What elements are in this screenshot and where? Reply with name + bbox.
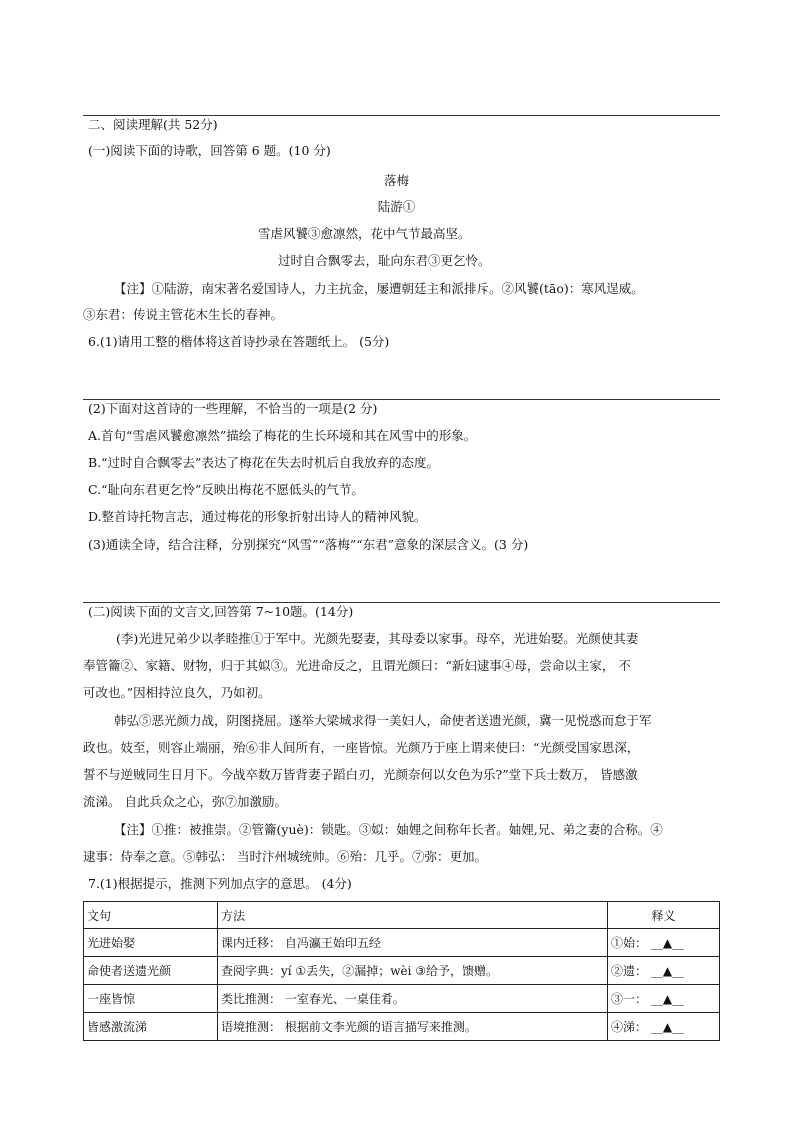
question-6-1: 6.(1)请用工整的楷体将这首诗抄录在答题纸上。 (5分) (88, 334, 390, 349)
option-b: B.“过时自合飘零去”表达了梅花在失去时机后自我放弃的态度。 (88, 455, 439, 470)
answer-cell[interactable]: ③一： __▲__ (608, 985, 720, 1013)
poem-author: 陆游① (377, 199, 416, 214)
part2-intro: (二)阅读下面的文言文,回答第 7~10题。(14分) (88, 604, 354, 619)
passage-line: 流涕。 自此兵众之心，弥⑦加激励。 (83, 794, 287, 809)
option-d: D.整首诗托物言志，通过梅花的形象折射出诗人的精神风貌。 (88, 509, 427, 524)
table-cell: 语境推测： 根据前文李光颜的语言描写来推测。 (218, 1013, 608, 1041)
rule-q6-2 (83, 399, 720, 400)
vocab-table (83, 901, 720, 1041)
passage-line: 韩弘⑤恶光颜力战，阴图挠屈。遂举大梁城求得一美妇人，命使者送遗光颜，冀一见悦惑而怠于军 (114, 713, 652, 728)
table-cell: 皆感激流涕 (84, 1013, 218, 1041)
table-header: 文句 (84, 902, 218, 929)
table-header-row (84, 902, 720, 929)
option-c: C.“耻向东君更乞怜”反映出梅花不愿低头的气节。 (88, 482, 364, 497)
table-header: 释义 (608, 902, 720, 929)
table-cell: 一座皆惊 (84, 985, 218, 1013)
table-header: 方法 (218, 902, 608, 929)
question-7-1: 7.(1)根据提示，推测下列加点字的意思。 (4分) (88, 876, 352, 891)
poem-line-2: 过时自合飘零去，耻向东君③更乞怜。 (278, 253, 491, 268)
passage-line: (李)光进兄弟少以孝睦推①于军中。光颜先娶妻，其母委以家事。母卒，光进始娶。光颜使其妻 (116, 631, 639, 646)
part1-intro: (一)阅读下面的诗歌，回答第 6 题。(10 分) (88, 143, 331, 158)
rule-part2 (83, 602, 720, 603)
question-6-3: (3)通读全诗，结合注释，分别探究“风雪”“落梅”“东君”意象的深层含义。(3 分) (88, 537, 529, 552)
answer-cell[interactable]: ①始： __▲__ (608, 929, 720, 957)
passage-line: 可改也。”因相持泣良久，乃如初。 (83, 685, 271, 700)
table-row (84, 985, 720, 1013)
answer-cell[interactable]: ②遗： __▲__ (608, 957, 720, 985)
table-cell: 类比推测： 一室春光、一桌佳肴。 (218, 985, 608, 1013)
section-heading: 二、阅读理解(共 52分) (88, 117, 218, 132)
table-row (84, 929, 720, 957)
passage-line: 奉管籥②、家籍、财物，归于其姒③。光进命反之，且谓光颜曰：“新妇逮事④母，尝命以主家， 不 (83, 658, 631, 673)
passage-line: 政也。妓至，则容止端丽，殆⑥非人间所有，一座皆惊。光颜乃于座上谓来使曰：“光颜受国家恩深， (83, 740, 640, 755)
top-rule (83, 115, 720, 116)
passage-note-1: 【注】①推：被推崇。②管籥(yuè)：锁匙。③姒：妯娌之间称年长者。妯娌,兄、弟之妻的合称。④ (114, 822, 663, 837)
poem-line-1: 雪虐风饕③愈凛然，花中气节最高坚。 (258, 226, 471, 241)
table-cell: 查阅字典：yí ①丢失，②漏掉；wèi ③给予，馈赠。 (218, 957, 608, 985)
table-cell: 课内迁移： 自冯瀛王始印五经 (218, 929, 608, 957)
answer-cell[interactable]: ④涕： __▲__ (608, 1013, 720, 1041)
option-a: A.首句“雪虐风饕愈凛然”描绘了梅花的生长环境和其在风雪中的形象。 (88, 428, 477, 443)
poem-note-2: ③东君：传说主管花木生长的春神。 (83, 307, 284, 322)
passage-line: 誓不与逆贼同生日月下。今战卒数万皆背妻子蹈白刃，光颜奈何以女色为乐?”堂下兵士数万， 皆感激 (83, 767, 638, 782)
table-cell: 命使者送遗光颜 (84, 957, 218, 985)
passage-note-2: 逮事：侍奉之意。⑤韩弘： 当时汴州城统帅。⑥殆：几乎。⑦弥：更加。 (83, 849, 487, 864)
table-row (84, 957, 720, 985)
poem-title: 落梅 (383, 173, 409, 188)
question-6-2: (2)下面对这首诗的一些理解，不恰当的一项是(2 分) (88, 401, 378, 416)
table-row (84, 1013, 720, 1041)
table-cell: 光进始娶 (84, 929, 218, 957)
poem-note-1: 【注】①陆游，南宋著名爱国诗人，力主抗金，屡遭朝廷主和派排斥。②风饕(tāo)：寒风逞威。 (114, 281, 644, 296)
